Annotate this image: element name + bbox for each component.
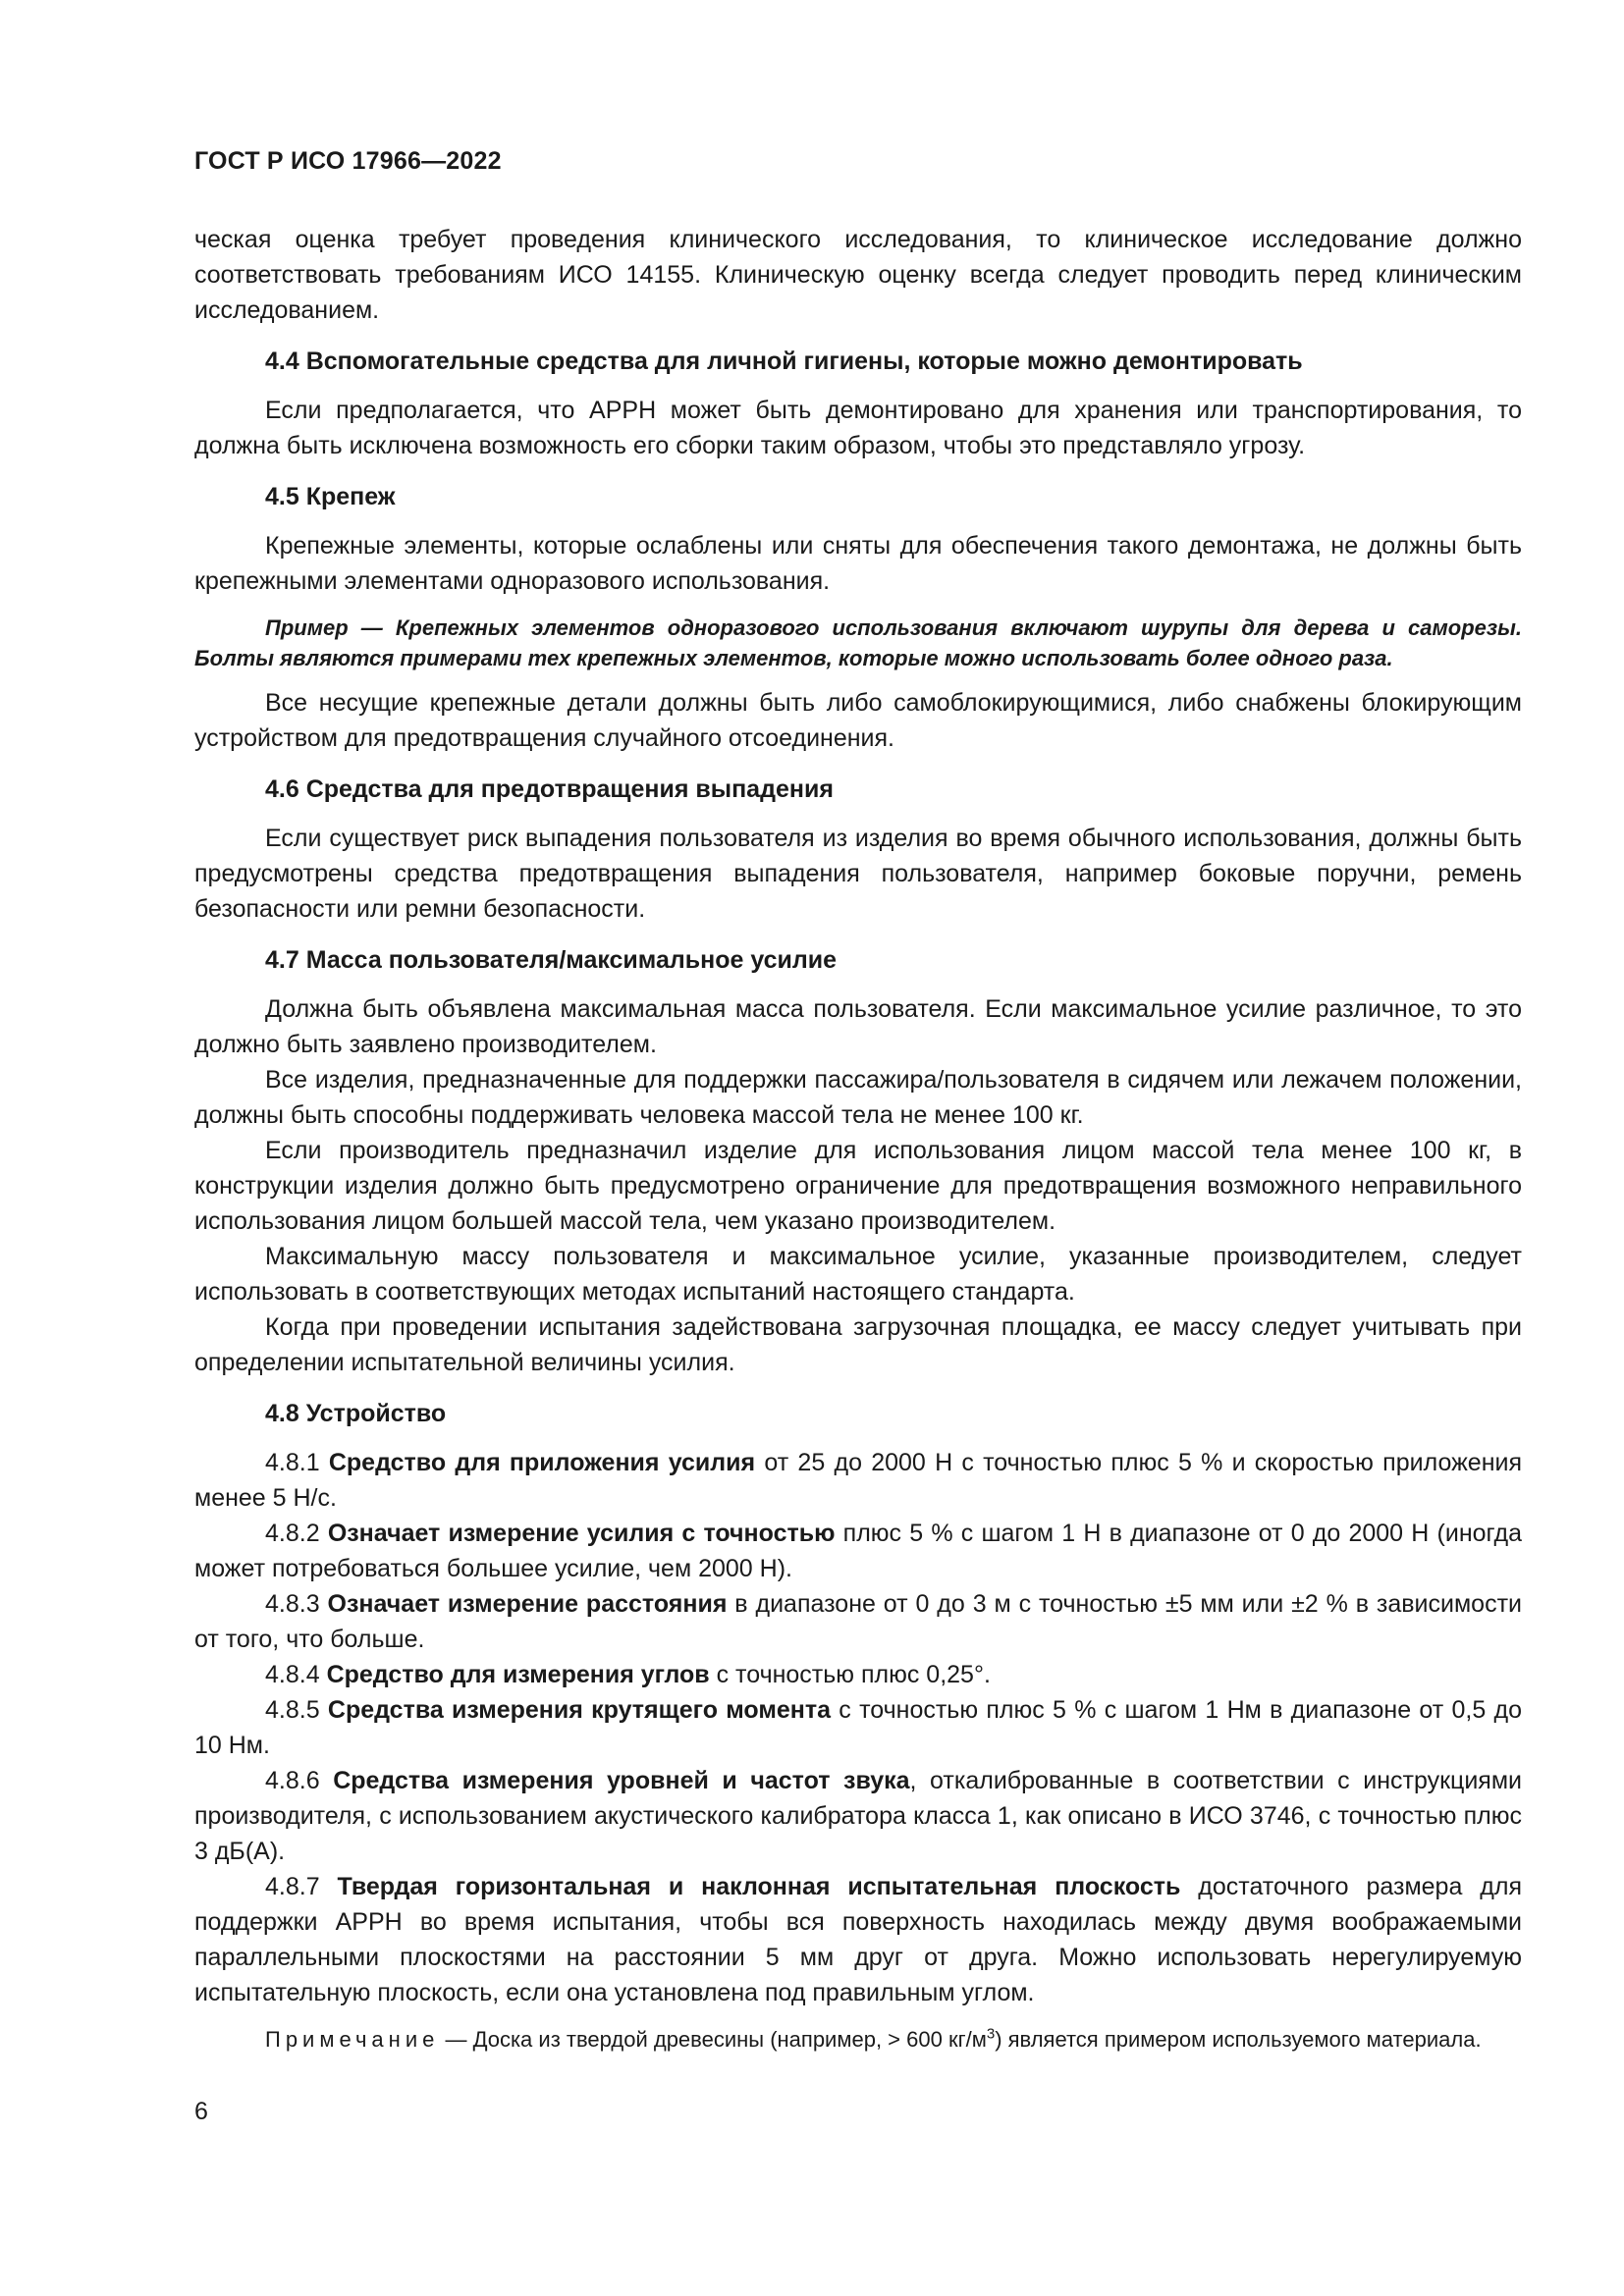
note [194, 2024, 1522, 2055]
section-4-6-title: 4.6 Средства для предотвращения выпадения [265, 775, 834, 803]
note-text: — Доска из твердой древесины (например, > 600 кг/м [439, 2027, 987, 2052]
item-4-8-4 [194, 1657, 1522, 1692]
item-term: Средства измерения уровней и частот звука [333, 1767, 910, 1794]
item-4-8-1 [194, 1445, 1522, 1516]
item-text: , откалиброванные в соответствии с инструкциями производителя, с использованием акустического калибратора класса 1, как описано в ИСО 3746, с точностью плюс 3 дБ(A). [194, 1767, 1522, 1865]
item-text: достаточного размера для поддержки APPH во время испытания, чтобы вся поверхность находилась между двумя воображаемыми параллельными плоскостями на расстоянии 5 мм друг от друга. Можно использовать нерегулируемую испытательную плоскость, если она установлена под правильным углом. [194, 1873, 1522, 2006]
section-4-5-paragraph-2: Все несущие крепежные детали должны быть либо самоблокирующимися, либо снабжены блокирующим устройством для предотвращения случайного отсоединения. [194, 689, 1522, 752]
item-4-8-5 [194, 1692, 1522, 1763]
item-4-8-6 [194, 1763, 1522, 1869]
item-number: 4.8.3 [265, 1590, 320, 1618]
section-4-5-example: Пример — Крепежных элементов одноразового использования включают шурупы для дерева и саморезы. Болты являются примерами тех крепежных элементов, которые можно использовать более одного раза. [194, 615, 1522, 670]
item-text: в диапазоне от 0 до 3 м с точностью ±5 мм или ±2 % в зависимости от того, что больше. [194, 1590, 1522, 1653]
item-number: 4.8.1 [265, 1449, 320, 1476]
section-4-5-title: 4.5 Крепеж [265, 483, 396, 510]
item-number: 4.8.5 [265, 1696, 320, 1724]
item-number: 4.8.7 [265, 1873, 320, 1900]
item-number: 4.8.2 [265, 1520, 320, 1547]
item-term: Означает измерение усилия с точностью [327, 1520, 836, 1547]
note-superscript: 3 [986, 2025, 996, 2043]
section-4-4-paragraph: Если предполагается, что APPH может быть демонтировано для хранения или транспортирования, то должна быть исключена возможность его сборки таким образом, чтобы это представляло угрозу. [194, 397, 1522, 459]
item-text: с точностью плюс 0,25°. [709, 1661, 991, 1688]
item-number: 4.8.4 [265, 1661, 320, 1688]
document-header: ГОСТ Р ИСО 17966—2022 [194, 147, 502, 175]
item-term: Средство для измерения углов [326, 1661, 710, 1688]
note-text-end: ) является примером используемого материала. [995, 2027, 1482, 2052]
section-4-7-paragraph-3: Если производитель предназначил изделие для использования лицом массой тела менее 100 кг, в конструкции изделия должно быть предусмотрено ограничение для предотвращения возможного неправильного использования лицом большей массой тела, чем указано производителем. [194, 1137, 1522, 1235]
section-4-5-paragraph-1: Крепежные элементы, которые ослаблены или сняты для обеспечения такого демонтажа, не должны быть крепежными элементами одноразового использования. [194, 532, 1522, 595]
intro-paragraph: ческая оценка требует проведения клинического исследования, то клиническое исследование должно соответствовать требованиям ИСО 14155. Клиническую оценку всегда следует проводить перед клиническим исследованием. [194, 226, 1522, 324]
item-number: 4.8.6 [265, 1767, 320, 1794]
item-term: Средства измерения крутящего момента [327, 1696, 832, 1724]
section-4-4-title: 4.4 Вспомогательные средства для личной гигиены, которые можно демонтировать [265, 347, 1303, 375]
item-4-8-2 [194, 1516, 1522, 1586]
section-4-7-title: 4.7 Масса пользователя/максимальное усилие [265, 946, 838, 974]
section-4-7-paragraph-2: Все изделия, предназначенные для поддержки пассажира/пользователя в сидячем или лежачем положении, должны быть способны поддерживать человека массой тела не менее 100 кг. [194, 1066, 1522, 1129]
item-text: с точностью плюс 5 % с шагом 1 Нм в диапазоне от 0,5 до 10 Нм. [194, 1696, 1522, 1759]
item-4-8-3 [194, 1586, 1522, 1657]
section-4-8-title: 4.8 Устройство [265, 1400, 447, 1427]
document-page [194, 147, 1522, 2055]
item-text: плюс 5 % с шагом 1 Н в диапазоне от 0 до 2000 Н (иногда может потребоваться большее усилие, чем 2000 Н). [194, 1520, 1523, 1582]
section-4-7-paragraph-1: Должна быть объявлена максимальная масса пользователя. Если максимальное усилие различное, то это должно быть заявлено производителем. [194, 995, 1522, 1058]
section-4-7-paragraph-5: Когда при проведении испытания задействована загрузочная площадка, ее массу следует учитывать при определении испытательной величины усилия. [194, 1313, 1522, 1376]
item-term: Означает измерение расстояния [327, 1590, 728, 1618]
page-number: 6 [194, 2098, 208, 2125]
note-label: Примечание [265, 2027, 440, 2052]
item-4-8-7 [194, 1869, 1522, 2010]
item-term: Твердая горизонтальная и наклонная испытательная плоскость [337, 1873, 1181, 1900]
section-4-6-paragraph: Если существует риск выпадения пользователя из изделия во время обычного использования, должны быть предусмотрены средства предотвращения выпадения пользователя, например боковые поручни, ремень безопасности или ремни безопасности. [194, 825, 1522, 923]
item-term: Средство для приложения усилия [328, 1449, 756, 1476]
section-4-7-paragraph-4: Максимальную массу пользователя и максимальное усилие, указанные производителем, следует использовать в соответствующих методах испытаний настоящего стандарта. [194, 1243, 1522, 1306]
item-text: от 25 до 2000 Н с точностью плюс 5 % и скоростью приложения менее 5 Н/с. [194, 1449, 1523, 1512]
